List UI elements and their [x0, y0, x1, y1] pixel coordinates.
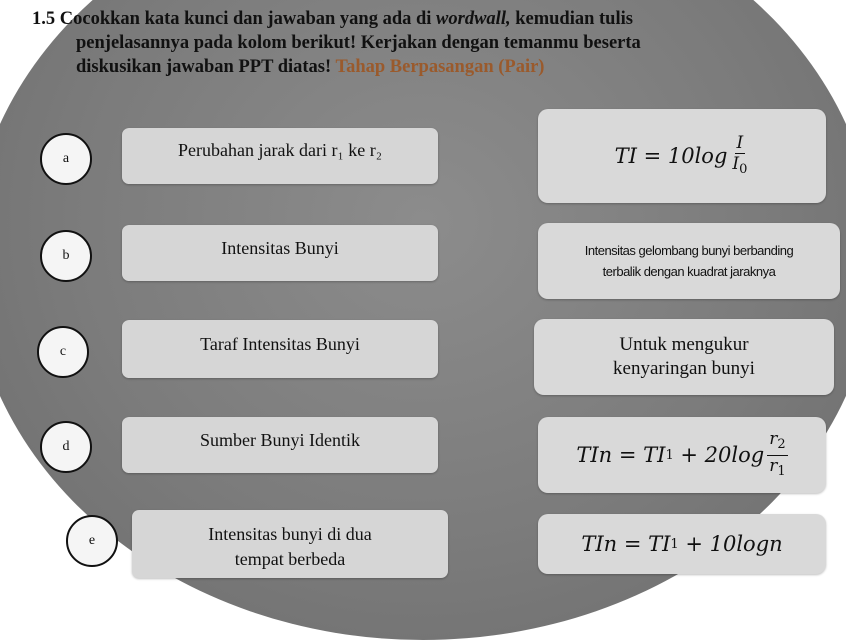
- letter-circle-d: d: [40, 421, 92, 473]
- keyword-text-d: Sumber Bunyi Identik: [200, 430, 360, 450]
- answer-box-a[interactable]: [538, 109, 826, 203]
- keyword-box-d[interactable]: [122, 417, 438, 473]
- formula-e: TIn = TI 1 + 10logn: [581, 532, 783, 556]
- answer-box-c[interactable]: [534, 319, 834, 395]
- formula-d: TIn = TI 1 + 20log $\frac{r_2}{r_1}$: [576, 428, 786, 479]
- answer-box-b[interactable]: [538, 223, 840, 299]
- answer-box-d[interactable]: [538, 417, 826, 493]
- keyword-text-a: Perubahan jarak dari r₁ ke r₂: [178, 140, 382, 160]
- wordwall-text: wordwall,: [436, 9, 511, 29]
- letter-circle-b: b: [40, 230, 92, 282]
- stage-label: Tahap Berpasangan (Pair): [335, 57, 545, 77]
- keyword-box-c[interactable]: [122, 320, 438, 378]
- keyword-box-a[interactable]: [122, 128, 438, 184]
- answer-text-b: Intensitas gelombang bunyi berbanding terbalik dengan kuadrat jaraknya: [584, 243, 794, 279]
- answer-text-c: Untuk mengukur kenyaringan bunyi: [613, 334, 755, 379]
- keyword-box-b[interactable]: [122, 225, 438, 281]
- letter-circle-a: a: [40, 133, 92, 185]
- instruction-line-2: penjelasannya pada kolom berikut! Kerjakan dengan temanmu beserta: [76, 33, 641, 53]
- answer-box-e[interactable]: [538, 514, 826, 574]
- instruction-line-1: 1.5 Cocokkan kata kunci dan jawaban yang ada di wordwall, kemudian tulis: [32, 9, 633, 29]
- task-instruction: [32, 7, 832, 79]
- keyword-text-b: Intensitas Bunyi: [221, 238, 339, 258]
- keyword-text-e: Intensitas bunyi di dua tempat berbeda: [208, 524, 372, 569]
- task-number: 1.5: [32, 9, 56, 29]
- keyword-text-c: Taraf Intensitas Bunyi: [200, 334, 360, 354]
- keyword-box-e[interactable]: [132, 510, 448, 578]
- formula-a: TI = 10log $\frac{I}{I_0}$: [614, 132, 748, 177]
- instruction-line-3: diskusikan jawaban PPT diatas! Tahap Berpasangan (Pair): [76, 57, 545, 77]
- letter-circle-e: e: [66, 515, 118, 567]
- letter-circle-c: c: [37, 326, 89, 378]
